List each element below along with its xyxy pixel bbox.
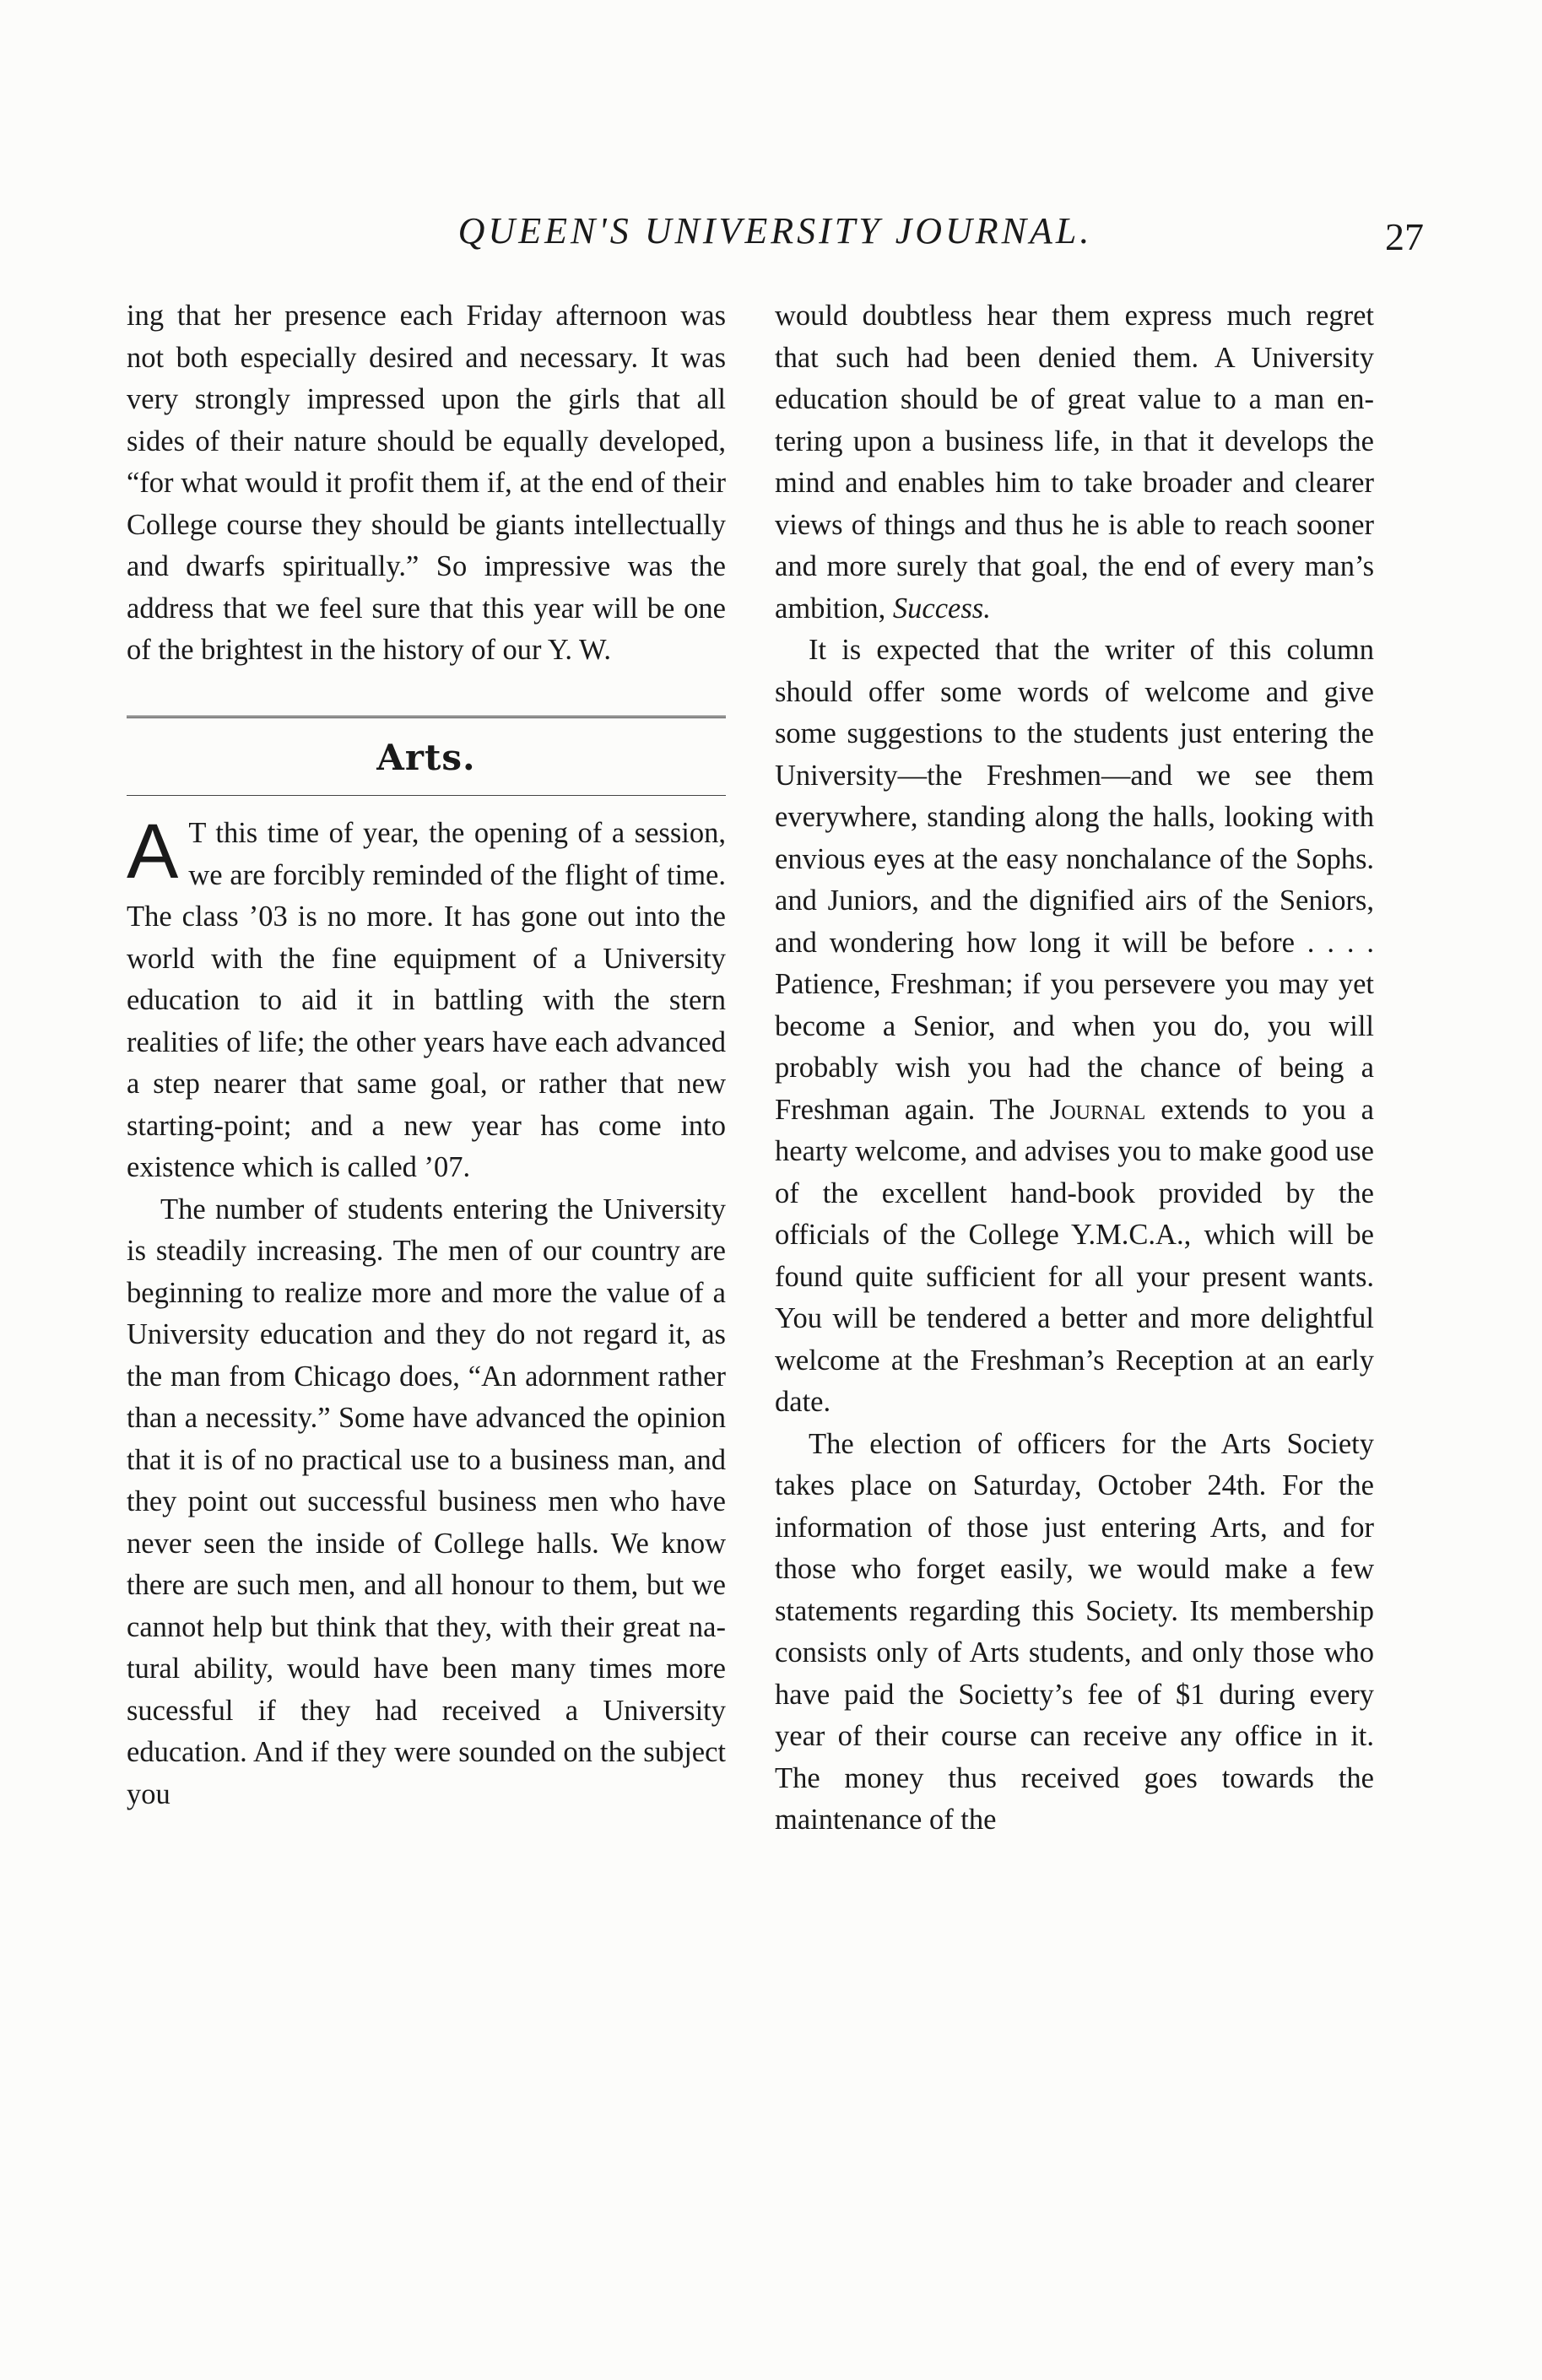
right-paragraph-2 xyxy=(775,630,1374,1424)
right-paragraph-2-text-a: It is expected that the writer of this column should offer some words of welcome and give some suggestions to the students just entering the University—the Freshmen—and we see them everywhere, standing along the halls, looking with envious eyes at the easy nonchalance of the Sophs. and Juniors, and the dignified airs of the Seniors, and wondering how long it will be before . . . . Patience, Freshman; if you persevere you may yet become a Senior, and when you do, you will probably wish you had the chance of being a Freshman again. The xyxy=(775,634,1374,1126)
arts-paragraph-1-text: T this time of year, the opening of a session, we are forcibly reminded of the flight of time. The class ’03 is no more. It has gone out into the world with the fine equipment of a University education to aid it in battling with the stern realities of life; the other years have each advanced a step nearer that same goal, or rather that new starting-point; and a new year has come into existence which is called ’07. xyxy=(127,817,726,1183)
page-number: 27 xyxy=(1385,215,1424,258)
right-paragraph-3: The election of officers for the Arts Society takes place on Saturday, October 24th. For the information of those just entering Arts, and for those who forget easily, we would make a few statements regarding this Society. Its membership consists only of Arts students, and only those who have paid the Societty’s fee of $1 during every year of their course can receive any office in it. The money thus received goes towards the maintenance of the xyxy=(775,1427,1374,1836)
section-heading-arts: Arts. xyxy=(376,736,476,778)
right-paragraph-2-text-b: extends to you a hearty welcome, and advises you to make good use of the excellent hand-book provided by the officials of the College Y.M.C.A., which will be found quite sufficient for all your present wants. You will be tendered a better and more delightful welcome at the Freshman’s Reception at an early date. xyxy=(775,1093,1374,1418)
journal-smallcaps: Journal xyxy=(1049,1093,1146,1126)
heading-underline xyxy=(127,795,726,796)
yw-continuation-paragraph: ing that her presence each Friday afternoon was not both especially desired and necessary. It was very strongly impressed upon the girls that all sides of their nature should be equally developed, “for what would it profit them if, at the end of their College course they should be giants intellectually and dwarfs spiritually.” So impressive was the address that we feel sure that this year will be one of the brightest in the history of our Y. W. xyxy=(127,300,726,666)
right-paragraph-1-text: would doubtless hear them express much regret that such had been denied them. A University education should be of great value to a man entering upon a business life, in that it develops the mind and enables him to take broader and clearer views of things and thus he is able to reach sooner and more surely that goal, the end of every man’s ambition, xyxy=(775,300,1374,625)
running-title: QUEEN'S UNIVERSITY JOURNAL. xyxy=(457,210,1093,252)
drop-cap: A xyxy=(127,809,179,895)
left-column xyxy=(127,295,726,1815)
right-column xyxy=(775,295,1374,1842)
section-divider xyxy=(127,716,726,718)
arts-paragraph-2: The number of students entering the University is steadily increasing. The men of our country are beginning to realize more and more the value of a University education and they do not regard it, as the man from Chicago does, “An adornment rather than a necessity.” Some have advanced the opinion that it is of no practical use to a business man, and they point out successful business men who have never seen the inside of College halls. We know there are such men, and all honour to them, but we cannot help but think that they, with their great natural ability, would have been many times more sucessful if they had received a University education. And if they were sounded on the subject you xyxy=(127,1193,726,1810)
running-head xyxy=(127,209,1424,260)
success-italic: Success. xyxy=(892,592,991,625)
right-paragraph-1 xyxy=(775,295,1374,630)
arts-paragraph-1 xyxy=(127,809,726,1189)
